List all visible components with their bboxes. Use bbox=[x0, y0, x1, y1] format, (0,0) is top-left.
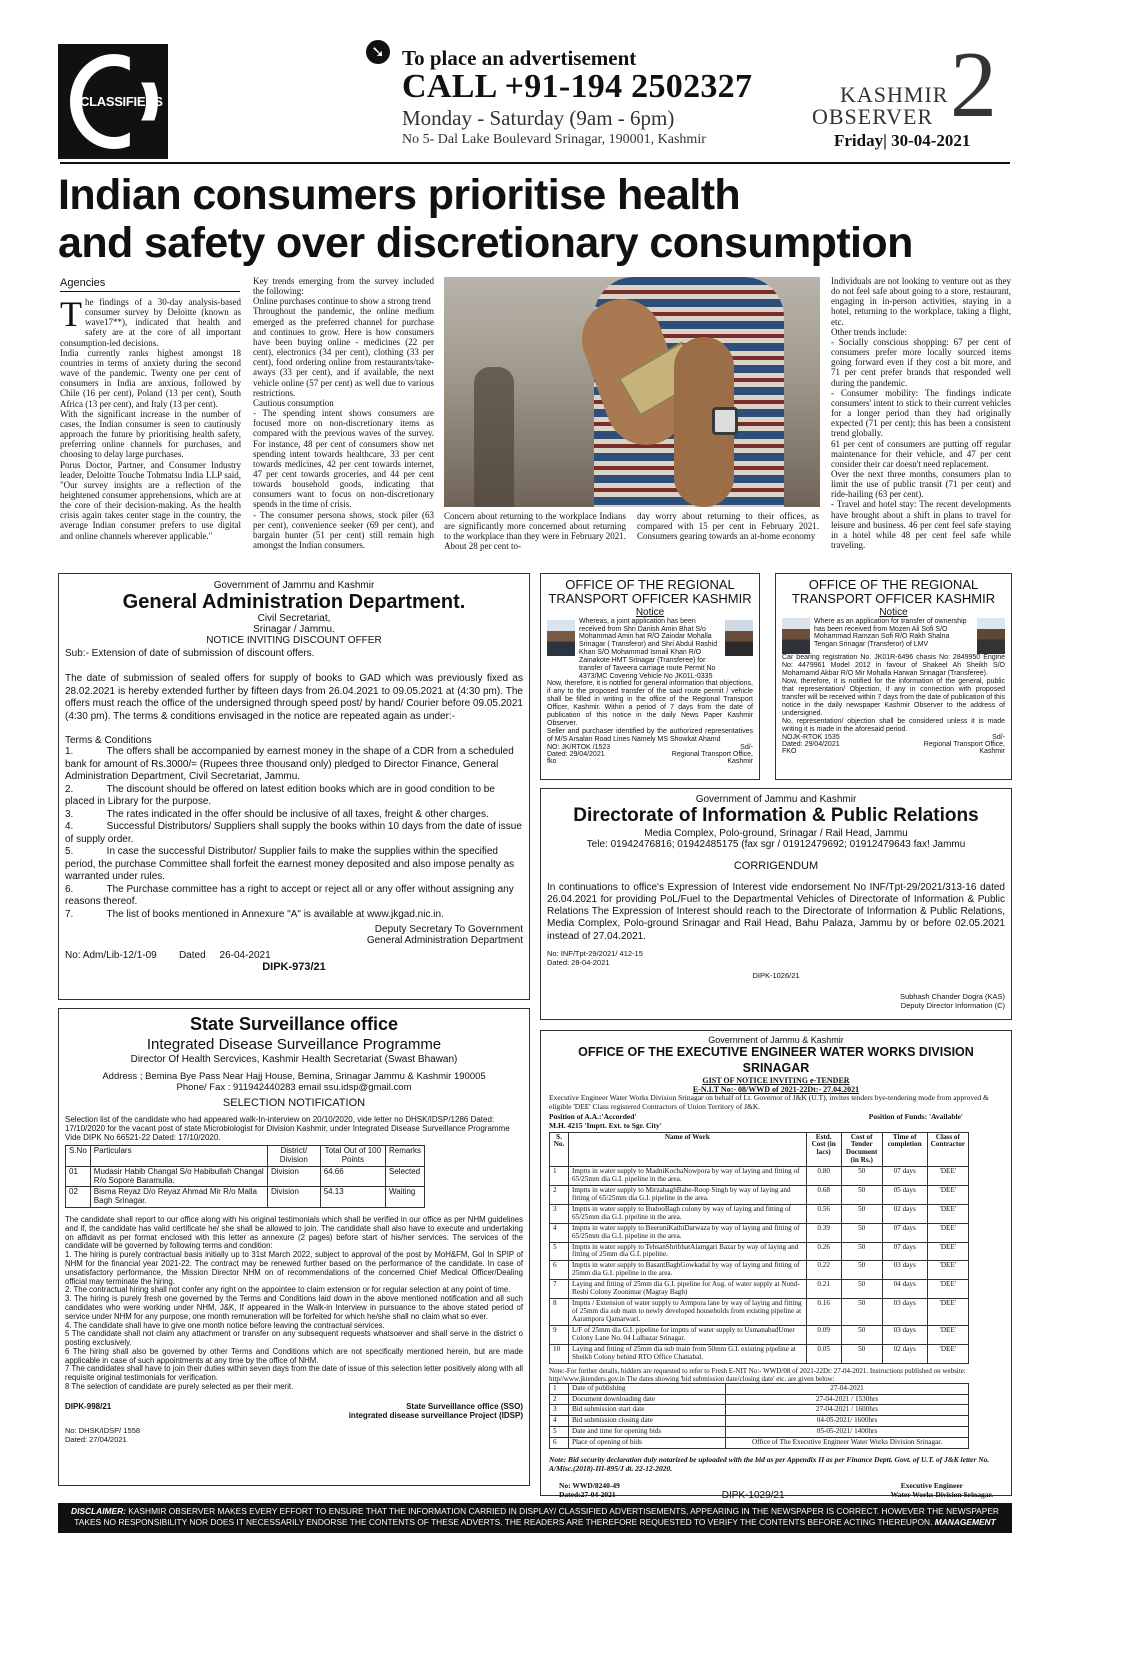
transferor-photo bbox=[547, 620, 575, 656]
table-cell: Laying and fitting of 25mm dia sub main from 50mm G.I. existing pipeline at Sheikh Colony behind RTO Office Chattabal. bbox=[569, 1344, 807, 1363]
table-cell: 0.21 bbox=[806, 1280, 841, 1299]
ww-gist: GIST OF NOTICE INVITING e-TENDER bbox=[702, 1076, 850, 1086]
dipr-gov: Government of Jammu and Kashmir bbox=[695, 794, 857, 805]
table-row bbox=[550, 1223, 969, 1242]
table-cell: 5 bbox=[550, 1242, 569, 1261]
table-row bbox=[550, 1242, 969, 1261]
table-cell: 04-05-2021/ 1600hrs bbox=[726, 1416, 969, 1427]
rto1-no: NO: JK/RTOK /1523 bbox=[547, 743, 611, 751]
dipr-notice bbox=[540, 788, 1012, 1020]
ww-funds-position: Position of Funds: 'Available' bbox=[868, 1111, 963, 1121]
sso-col-header: District/ Division bbox=[267, 1146, 320, 1167]
table-cell: 64.66 bbox=[320, 1166, 385, 1187]
table-cell: 'DEE' bbox=[927, 1344, 968, 1363]
rto2-sd: Sd/- bbox=[992, 734, 1005, 742]
rto1-notice-label: Notice bbox=[635, 606, 665, 618]
rto1-title-1: OFFICE OF THE REGIONAL bbox=[565, 577, 735, 592]
table-cell: 1 bbox=[550, 1383, 569, 1394]
rto1-intro: Whereas, a joint application has been received from Shri Danish Amin Bhat S/o Mohammad Amin hat R/O Zaindar Mohalla Srinagar ( Transferor) and Shri Abdul Rashid Khan S/O Mohammad Ismail Khan R/O Zainakote HMT Srinagar (Transferee) for transfer of Taveera carriage route Permit No 4373/MC Covering Vehicle No JK01L-0335 bbox=[579, 617, 718, 680]
transferor-photo bbox=[782, 618, 810, 654]
table-cell: 3 bbox=[550, 1405, 569, 1416]
table-cell: Imptts in water supply to BudooBagh colony by way of laying and fitting of 65/25mm dia G.I. pipeline in the area. bbox=[569, 1204, 807, 1223]
gad-gov: Government of Jammu and Kashmir bbox=[213, 580, 375, 591]
table-cell: L/F of 25mm dia G.I. pipeline for imptts of water supply to UsmanabadUmer Colony Lane No. 04 Lalbazar Srinagar. bbox=[569, 1325, 807, 1344]
gad-city: Srinagar / Jammu. bbox=[253, 624, 335, 635]
table-cell: Imptts in water supply to BeeruniKathiDarwaza by way of laying and fitting of 65/25mm dia G.I. pipeline in the area. bbox=[569, 1223, 807, 1242]
sso-body: The candidate shall report to our office along with his original testimonials which shall be verified in our office as per NHM guidelines and if, the candidate has valid certificate he/ she shall be allowed to join. The candidate shall also have to execute and undertaking on affidavit as per format enclosed with this letter as annexure (2 pages) before start of his/her services. The services of the candidate will be governed by following terms and condition: 1. The hiring is purely contractual basis initially up to 31st March 2022, subject to approval of the post by MoH&FM, GoI In SPIP of NHM for the financial year 2021-22. The contract may be renewed further based on the performance of the candidate. In case of unsatisfactory performance, the Mission Director NHM on of recommendations of the concerned Chief Medical Officer/Dealing official may terminate the hiring. 2. The contractual hiring shall not confer any right on the appointee to claim extension or for regular selection at any point of time. 3. The hiring is purely fresh one governed by the Terms and Conditions laid down in the above mentioned notification and all such candidates who were working under NHM, J&K, If appeared in the Walk-in Interview in pursuance to the above stated period of service under NHM for any purpose, one month remuneration will be forfeited for which he/she shall no claim what so ever. 4. The candidate shall have to give one month notice before leaving the contractual services. 5 The candidate shall not claim any attachment or transfer on any subsequent requests whatsoever and shall serve in the district o posting exclusively. 6 The hiring shall also be governed by other Terms and Conditions which are not specifically mentioned herein, but are made applicable in case of such appointments at any time by the office of NHM. 7 The candidates shall have to join their duties within seven days from the date of issue of this selection letter positively along with all requisite original testimonials for verification. 8 The selection of candidate are purely selected as per their merit. bbox=[65, 1214, 523, 1392]
table-row bbox=[550, 1416, 969, 1427]
article-column-2: Key trends emerging from the survey included the following: Online purchases continue to show a strong trend Throughout the pandemic, the online medium emerged as the preferred channel for purchase and continues to grow. Here is how consumers have been buying online - medicines (22 per cent), electronics (34 per cent), clothing (33 per cent), food ordering online from restaurants/take-aways (33 per cent), and if available, the next vehicle online (57 per cent) as well due to various restrictions. Cautious consumption - The spending intent shows consumers are focused more on non-discretionary items as compared with the previous waves of the survey. For instance, 48 per cent of consumers show net spending intent towards healthcare, 33 per cent towards medicines, 42 per cent towards internet, 47 per cent towards groceries, and 44 per cent towards household goods, indicating that consumers want to focus on non-discretionary spends in the time of crisis. - The consumer persona shows, stock piler (63 per cent), convenience seeker (69 per cent), and bargain hunter (51 per cent) still remain high amongst the Indian consumers. bbox=[253, 276, 434, 551]
sso-dipk: DIPK-998/21 bbox=[65, 1401, 112, 1411]
table-cell: 'DEE' bbox=[927, 1204, 968, 1223]
table-cell: 07 days bbox=[882, 1167, 927, 1186]
table-cell: Imptts in water supply to TehsanShribhatAlamgari Bazar by way of laying and fitting of 25mm dia G.I. pipeline. bbox=[569, 1242, 807, 1261]
dipr-ref-no: No: INF/Tpt-29/2021/ 412-15 bbox=[547, 948, 643, 958]
ww-dates-table bbox=[549, 1383, 969, 1450]
ww-dipk: DIPK-1029/21 bbox=[721, 1490, 785, 1502]
gad-term: 4. Successful Distributors/ Suppliers shall supply the books within 10 days from the date of issue of supply order. bbox=[65, 821, 525, 845]
headline-line-2: and safety over discretionary consumption bbox=[58, 219, 913, 267]
sso-subtitle: Integrated Disease Surveillance Programme bbox=[146, 1035, 442, 1053]
ww-signature-1: Executive Engineer bbox=[900, 1481, 963, 1491]
article-lead: he findings of a 30-day analysis-based consumer survey by Deloitte (known as wave17**), indicated that health and safety are at the core of all important consumption-led decisions. bbox=[60, 297, 241, 348]
rto1-signature: Regional Transport Office, bbox=[671, 750, 753, 758]
table-cell: 05 days bbox=[882, 1186, 927, 1205]
gad-term: 1. The offers shall be accompanied by earnest money in the shape of a CDR from a scheduled bank for amount of Rs.3000/= (Rupees three thousand only) pledged to Director Finance, General Administration Department, Civil Secretariat, Jammu. bbox=[65, 746, 517, 782]
table-cell: 07 days bbox=[882, 1223, 927, 1242]
ww-col-header: Class of Contractor bbox=[927, 1132, 968, 1167]
rto2-signature: Regional Transport Office, bbox=[923, 741, 1005, 749]
table-cell: 0.56 bbox=[806, 1204, 841, 1223]
rto2-title-2: TRANSPORT OFFICER KASHMIR bbox=[791, 591, 996, 607]
issue-date: Friday| 30-04-2021 bbox=[834, 131, 971, 150]
table-row bbox=[66, 1166, 425, 1187]
table-cell: 8 bbox=[550, 1299, 569, 1326]
table-row bbox=[550, 1394, 969, 1405]
table-row bbox=[550, 1325, 969, 1344]
ww-bid-note: Note: Bid security declaration duly notarized be uploaded with the bid as per Appendix II as per Finance Deptt. Govt. of U.T. of J&K letter No. A/Misc.(2018)-III-895/J dt. 22-12-2020. bbox=[549, 1455, 990, 1474]
gad-term: 3. The rates indicated in the offer should be inclusive of all taxes, freight & other charges. bbox=[65, 808, 489, 820]
table-cell: 3 bbox=[550, 1204, 569, 1223]
table-cell: 'DEE' bbox=[927, 1186, 968, 1205]
logo-text: CLASSIFIEDS bbox=[80, 94, 163, 109]
sso-dated: Dated: 27/04/2021 bbox=[65, 1434, 127, 1444]
table-cell: 9 bbox=[550, 1325, 569, 1344]
ww-works-table bbox=[549, 1132, 969, 1364]
table-cell: 'DEE' bbox=[927, 1261, 968, 1280]
table-cell: 10 bbox=[550, 1344, 569, 1363]
table-cell: 0.26 bbox=[806, 1242, 841, 1261]
article-photo bbox=[444, 277, 820, 507]
dipr-dated: Dated: 28-04-2021 bbox=[547, 957, 610, 967]
transferee-photo bbox=[977, 618, 1005, 654]
table-cell: Place of opening of bids bbox=[569, 1438, 726, 1449]
table-cell: 2 bbox=[550, 1394, 569, 1405]
article-column-3b: day worry about returning to their offices, as compared with 15 per cent in February 2021. Consumers gearing towards an at-home economy bbox=[637, 511, 819, 542]
gad-terms-heading: Terms & Conditions bbox=[65, 735, 152, 746]
table-cell: 02 bbox=[66, 1187, 91, 1208]
table-cell: 'DEE' bbox=[927, 1223, 968, 1242]
rto1-body: Now, therefore, it is notified for general information that objections, if any to the proposed transfer of the said route permit / vehicle shall be filled in writing in the office of the Regional Transport Officer, Kashmir. Within a period of 7 days from the date of publication of this notice in the daily News Paper Kashmir Observer. Seller and purchaser identified by the authorized representatives of M/S Arsalan Road Lines Namely MS Showkat Ahamd bbox=[547, 679, 753, 743]
table-row bbox=[550, 1280, 969, 1299]
rto2-intro: Where as an application for transfer of ownership has been received from Mozen Ali Sofi S/O Mohammad Ramzan Sofi R/O Rakh Shalna Tengan Srinagar (Transferor) of LMV bbox=[814, 617, 967, 649]
table-row bbox=[550, 1299, 969, 1326]
table-cell: 07 days bbox=[882, 1242, 927, 1261]
sso-signature-1: State Surveillance office (SSO) bbox=[406, 1401, 523, 1411]
transferee-photo bbox=[725, 620, 753, 656]
rto2-signature-2: Kashmir bbox=[979, 748, 1005, 756]
gad-term: 6. The Purchase committee has a right to accept or reject all or any offer without assigning any reasons thereof. bbox=[65, 883, 517, 907]
table-cell: 0.80 bbox=[806, 1167, 841, 1186]
table-cell: 01 bbox=[66, 1166, 91, 1187]
rto-notice-1 bbox=[540, 573, 760, 780]
table-cell: 6 bbox=[550, 1261, 569, 1280]
table-row bbox=[550, 1186, 969, 1205]
gad-secretariat: Civil Secretariat, bbox=[257, 613, 331, 624]
ww-enit: E-N.I.T No:- 08/WWD of 2021-22Dt:- 27.04.2021 bbox=[692, 1085, 860, 1095]
table-cell: Imptts in water supply to BasantBaghGowkadal by way of laying and fitting of 25mm dia G.I. pipeline in the area. bbox=[569, 1261, 807, 1280]
table-cell: 5 bbox=[550, 1427, 569, 1438]
rto2-title-1: OFFICE OF THE REGIONAL bbox=[808, 577, 979, 592]
gad-term: 7. The list of books mentioned in Annexure "A" is available at www.jkgad.nic.in. bbox=[65, 908, 444, 920]
table-cell: 0.22 bbox=[806, 1261, 841, 1280]
ww-col-header: S. No. bbox=[550, 1132, 569, 1167]
sso-address: Address ; Bemina Bye Pass Near Hajj House, Bemina, Srinagar Jammu & Kashmir 190005 bbox=[102, 1070, 486, 1082]
ww-dated: Dated:27-04-2021 bbox=[559, 1490, 616, 1500]
table-cell: 27-04-2021 bbox=[726, 1383, 969, 1394]
table-cell: 4 bbox=[550, 1223, 569, 1242]
gad-title: NOTICE INVITING DISCOUNT OFFER bbox=[206, 635, 382, 646]
sso-col-header: Particulars bbox=[90, 1146, 267, 1167]
sso-phone: Phone/ Fax : 911942440283 email ssu.idsp@gmail.com bbox=[176, 1081, 412, 1093]
ww-intro: Executive Engineer Water Works Division Srinagar on behalf of Lt. Governor of J&K (U.T), invites tenders bye-tendering mode from approved & eligible 'DEE' Class registered Contractors of Union Territory of J&K. bbox=[549, 1093, 989, 1111]
table-cell: Laying and fitting of 25mm dia G.I. pipeline for Aug. of water supply at Nund-Reshi Colony Zoonimar (Magray Bagh) bbox=[569, 1280, 807, 1299]
article-column-1 bbox=[60, 294, 241, 549]
dipr-body: In continuations to office's Expression of Interest vide endorsement No INF/Tpt-29/2021/313-16 dated 26.04.2021 for providing PoL/Fuel to the Departmental Vehicles of Directorate of Information & Public Relations The Expression of Interest should reach to the Directorate of Information & Public Relations, Media Complex, Polo-ground Srinagar and Rail Head, Bahu Palaza, Jammu by or before 02.05.2021 instead of 27.04.2021. bbox=[547, 881, 1005, 942]
rto2-no: NOJK-RTOK 1535 bbox=[782, 734, 840, 742]
table-cell: 'DEE' bbox=[927, 1299, 968, 1326]
water-works-notice bbox=[540, 1030, 1012, 1502]
table-cell: Division bbox=[267, 1166, 320, 1187]
sso-col-header: Remarks bbox=[385, 1146, 424, 1167]
ww-col-header: Time of completion bbox=[882, 1132, 927, 1167]
ww-aaa-position: Position of A.A.:'Accorded' bbox=[549, 1111, 637, 1121]
ww-mh: M.H. 4215 'Imptt. Ext. to Sgr. City' bbox=[549, 1120, 662, 1130]
table-cell: 2 bbox=[550, 1186, 569, 1205]
classifieds-logo bbox=[58, 44, 168, 159]
table-cell: 03 days bbox=[882, 1261, 927, 1280]
table-cell: Bisma Reyaz D/o Reyaz Ahmad Mir R/o Malla Bagh Srinagar. bbox=[90, 1187, 267, 1208]
article-column-4: Individuals are not looking to venture out as they do not feel safe about going to a store, restaurant, engaging in in-person activities, staying in a hotel, returning to the workplace, taking a flight, etc. Other trends include: - Socially conscious shopping: 67 per cent of consumers prefer more locally sourced items going forward even if they cost a bit more, and 71 per cent prefer brands that responded well during the pandemic. - Consumer mobility: The findings indicate consumers' intent to stick to their current vehicles for a longer period than they had originally expected (71 per cent); this has been a consistent trend globally. 61 per cent of consumers are putting off regular maintenance for their vehicle, and 47 per cent consider their car doesn't need replacement. Over the next three months, consumers plan to limit the use of public transit (71 per cent) and ride-hailing (63 per cent). - Travel and hotel stay: The recent developments have brought about a shift in plans to travel for leisure and business. 46 per cent feel safe staying in a hotel while 48 per cent feel safe while traveling. bbox=[831, 276, 1011, 551]
ww-note: Note:-For further details, bidders are requested to refer to Fresh E-NIT No:- WWD/08 of 2021-22Dt: 27-04-2021. Instructions published on website: http//www.jktenders.gov.in The dates showing 'bid submission date/closing date' etc. are given below: bbox=[549, 1366, 966, 1383]
table-cell: Document downloading date bbox=[569, 1394, 726, 1405]
table-row bbox=[550, 1427, 969, 1438]
rto1-signature-2: Kashmir bbox=[727, 757, 753, 765]
ww-col-header: Estd. Cost (in lacs) bbox=[806, 1132, 841, 1167]
table-cell: 0.16 bbox=[806, 1299, 841, 1326]
ww-title: OFFICE OF THE EXECUTIVE ENGINEER WATER WORKS DIVISION SRINAGAR bbox=[578, 1045, 974, 1075]
table-row bbox=[550, 1204, 969, 1223]
sso-title: State Surveillance office bbox=[189, 1014, 399, 1034]
table-cell: 05-05-2021/ 1400hrs bbox=[726, 1427, 969, 1438]
table-row bbox=[550, 1438, 969, 1449]
table-cell: Division bbox=[267, 1187, 320, 1208]
sso-heading: SELECTION NOTIFICATION bbox=[222, 1096, 366, 1109]
table-cell: Bid submission closing date bbox=[569, 1416, 726, 1427]
table-cell: 0.05 bbox=[806, 1344, 841, 1363]
gad-term: 5. In case the successful Distributor/ Supplier fails to make the supplies within the specified period, the purchase Committee shall forfeit the earnest money deposited and also impose penalty as warranted under rules. bbox=[65, 846, 517, 882]
rto1-dated: Dated: 29/04/2021 bbox=[547, 750, 605, 758]
dipr-heading: CORRIGENDUM bbox=[733, 859, 819, 872]
rto2-notice-label: Notice bbox=[879, 606, 908, 618]
rto1-sd: Sd/- bbox=[740, 743, 753, 751]
arrow-icon: ➘ bbox=[366, 40, 390, 64]
ww-gov: Government of Jammu & Kashmir bbox=[708, 1035, 844, 1045]
sso-signature-2: integrated disease surveillance Project (IDSP) bbox=[348, 1410, 523, 1420]
table-cell: Imptts in water supply to MadniKochaNowpora by way of laying and fitting of 65/25mm dia G.I. pipeline in the area. bbox=[569, 1167, 807, 1186]
ad-phone[interactable]: CALL +91-194 2502327 bbox=[402, 68, 753, 105]
table-cell: Bid submission start date bbox=[569, 1405, 726, 1416]
dipr-signature-1: Subhash Chander Dogra (KAS) bbox=[899, 991, 1005, 1001]
gad-body: The date of submission of sealed offers for supply of books to GAD which was previously fixed as 28.02.2021 is hereby extended further by fifteen days from 26.04.2021 to 09.05.2021 at (4:30 pm). The offers must reach the office of the undersigned through speed post/ by hand/ Courier before 09.05.2021 (4:30 pm). The terms & conditions envisaged in the notice are repeated again as under:- bbox=[65, 673, 523, 722]
ad-tagline: To place an advertisement bbox=[402, 46, 637, 70]
table-cell: 54.13 bbox=[320, 1187, 385, 1208]
byline: Agencies bbox=[60, 277, 106, 289]
table-cell: Imptts / Extension of water supply to Armpora lane by way of laying and fitting of 25mm dia sub main to newly developed households from existing pipeline at Aarampora Qamarwari. bbox=[569, 1299, 807, 1326]
table-cell: 50 bbox=[841, 1325, 882, 1344]
ww-ref-no: No: WWD/8240-49 bbox=[559, 1481, 620, 1491]
sso-col-header: S.No bbox=[66, 1146, 91, 1167]
table-cell: 50 bbox=[841, 1299, 882, 1326]
disclaimer-management: MANAGEMENT bbox=[932, 1516, 996, 1527]
sso-intro: Selection list of the candidate who had appeared walk-In-interview on 20/10/2020, vide letter no DHSK/IDSP/1286 Dated: 17/10/2020 for the vacant post of state Microbiologist for Division Kashmir, under Integrated Disease Surveillance Programme Vide DIPK No 66521-22 Dated: 17/10/2020. bbox=[65, 1114, 510, 1142]
headline-line-1: Indian consumers prioritise health bbox=[58, 171, 741, 219]
table-cell: 7 bbox=[550, 1280, 569, 1299]
table-row bbox=[550, 1405, 969, 1416]
table-cell: 50 bbox=[841, 1242, 882, 1261]
rto2-fko: FKO bbox=[782, 748, 797, 756]
sso-director: Director Of Health Sercvices, Kashmir Health Secretariat (Swast Bhawan) bbox=[130, 1053, 458, 1065]
table-cell: 50 bbox=[841, 1167, 882, 1186]
sso-selection-table bbox=[65, 1145, 425, 1208]
disclaimer-text: KASHMIR OBSERVER MAKES EVERY EFFORT TO ENSURE THAT THE INFORMATION CARRIED IN DISPLAY/ CLASSIFIED ADVERTISEMENTS, APPEARING IN THE NEWSPAPER IS CORRECT. HOWEVER THE NEWSPAPER TAKES NO RESPONSIBILITY NOR DOES IT NECESSARILY ENDORSE THE CONTENTS OF THESE ADVERTS. THE READERS ARE THEREFORE REQUESTED TO VERIFY THE CONTENTS BEFORE ACTING THEREUPON. bbox=[74, 1506, 999, 1527]
table-cell: 'DEE' bbox=[927, 1242, 968, 1261]
table-cell: 4 bbox=[550, 1416, 569, 1427]
table-cell: 50 bbox=[841, 1280, 882, 1299]
table-row bbox=[550, 1383, 969, 1394]
table-cell: 50 bbox=[841, 1261, 882, 1280]
table-cell: 0.39 bbox=[806, 1223, 841, 1242]
table-cell: Office of The Executive Engineer Water Works Division Srinagar. bbox=[726, 1438, 969, 1449]
gad-dipk: DIPK-973/21 bbox=[262, 961, 326, 973]
table-cell: 50 bbox=[841, 1344, 882, 1363]
table-cell: Date and time for opening bids bbox=[569, 1427, 726, 1438]
table-cell: 02 days bbox=[882, 1344, 927, 1363]
table-cell: 27-04-2021 / 1600hrs bbox=[726, 1405, 969, 1416]
ww-signature-2: Water Works Division Srinagar. bbox=[890, 1490, 993, 1500]
ad-address: No 5- Dal Lake Boulevard Srinagar, 190001, Kashmir bbox=[402, 132, 706, 147]
dipr-address: Media Complex, Polo-ground, Srinagar / Rail Head, Jammu bbox=[644, 827, 908, 839]
gad-ref-no: No: Adm/Lib-12/1-09 Dated 26-04-2021 bbox=[65, 950, 271, 961]
gad-signature-1: Deputy Secretary To Government bbox=[374, 924, 523, 935]
table-cell: Waiting bbox=[385, 1187, 424, 1208]
paper-name-top: KASHMIR bbox=[840, 82, 949, 107]
rto1-title-2: TRANSPORT OFFICER KASHMIR bbox=[548, 591, 752, 607]
header-rule bbox=[60, 162, 1010, 164]
gad-notice bbox=[58, 573, 530, 1000]
article-col1-text: India currently ranks highest amongst 18 countries in terms of anxiety during the second wave of the pandemic. Twenty one per cent of consumers in India are anxious, followed by Chile (16 per cent), Poland (13 per cent), South Africa (13 per cent), and Italy (13 per cent). With the significant increase in the number of cases, the Indian consumer is seen to cautiously approach the future by prioritising health safety, preferring online channels for purchases, and choosing to delay large purchases. Porus Doctor, Partner, and Consumer Industry leader, Deloitte Touche Tohmatsu India LLP said, "Our survey insights are a reflection of the heightened consumer apprehensions, which are at the core of their decision-making. As the health crisis again takes center stage in the country, the average Indian consumer prefers to use digital and online channels wherever applicable." bbox=[60, 347, 241, 541]
table-row bbox=[550, 1167, 969, 1186]
table-cell: Imptts in water supply to MirzabaghBahe-Roop Singh by way of laying and fitting of 65/25mm dia G.I. pipeline in the area. bbox=[569, 1186, 807, 1205]
disclaimer-lead: DISCLAIMER: bbox=[71, 1506, 126, 1516]
table-cell: 04 days bbox=[882, 1280, 927, 1299]
page-number: 2 bbox=[950, 33, 997, 137]
table-row bbox=[550, 1261, 969, 1280]
table-cell: 0.09 bbox=[806, 1325, 841, 1344]
paper-name-bottom: OBSERVER bbox=[812, 104, 934, 129]
table-cell: Mudasir Habib Changal S/o Habibullah Changal R/o Sopore Baramulla. bbox=[90, 1166, 267, 1187]
table-cell: 'DEE' bbox=[927, 1325, 968, 1344]
byline-rule bbox=[60, 291, 240, 292]
table-cell: Selected bbox=[385, 1166, 424, 1187]
drop-cap: T bbox=[60, 294, 82, 334]
sso-notice bbox=[58, 1008, 530, 1486]
ww-col-header: Name of Work bbox=[569, 1132, 807, 1167]
gad-signature-2: General Administration Department bbox=[366, 935, 523, 946]
gad-subject: Sub:- Extension of date of submission of discount offers. bbox=[65, 648, 315, 659]
dipr-signature-2: Deputy Director Information (C) bbox=[900, 1000, 1005, 1010]
sso-ref-no: No: DHSK/IDSP/ 1558 bbox=[65, 1425, 141, 1435]
table-cell: 6 bbox=[550, 1438, 569, 1449]
rto-notice-2 bbox=[775, 573, 1012, 780]
ww-col-header: Cost of Tender Document (in Rs.) bbox=[841, 1132, 882, 1167]
table-cell: 27-04-2021 / 1530hrs bbox=[726, 1394, 969, 1405]
table-cell: 50 bbox=[841, 1204, 882, 1223]
table-cell: 1 bbox=[550, 1167, 569, 1186]
table-row bbox=[550, 1344, 969, 1363]
disclaimer-bar bbox=[58, 1503, 1012, 1533]
rto2-dated: Dated: 29/04/2021 bbox=[782, 741, 840, 749]
rto1-fko: fko bbox=[547, 757, 557, 765]
table-cell: 50 bbox=[841, 1223, 882, 1242]
table-cell: Date of publishing bbox=[569, 1383, 726, 1394]
table-cell: 02 days bbox=[882, 1204, 927, 1223]
rto2-body: Car bearing registration No. JK01R-6496 chasis No: 2849950 Engine No: 4479961 Model 2012 in favour of Shakeel Ah Sheikh S/O Mohamamd Akbar R/O Mir Mohalla Harwan Srinagar (Transferee). Now, therefore, it is notified for the information of the general, public that representation/ Objection, if any in connection with proposed transfer will be received within 7 days from the date of publication of this notice in the daily newspaper Kashmir Observer to the address of undersigned. No, representation/ objection shall be considered unless it is made writing it is made in the aforesaid period. bbox=[782, 653, 1005, 734]
sso-col-header: Total Out of 100 Points bbox=[320, 1146, 385, 1167]
table-row bbox=[66, 1187, 425, 1208]
dipr-title: Directorate of Information & Public Relations bbox=[573, 805, 979, 826]
gad-term: 2. The discount should be offered on latest edition books which are in good condition to be placed in Library for the purpose. bbox=[65, 783, 498, 807]
article-column-3a: Concern about returning to the workplace Indians are significantly more concerned about returning to the workplace than they were in February 2021. About 28 per cent to- bbox=[444, 511, 626, 552]
table-cell: 50 bbox=[841, 1186, 882, 1205]
gad-dept: General Administration Department. bbox=[122, 591, 466, 613]
table-cell: 'DEE' bbox=[927, 1280, 968, 1299]
dipr-dipk: DIPK-1026/21 bbox=[752, 970, 800, 980]
ad-hours: Monday - Saturday (9am - 6pm) bbox=[402, 106, 675, 130]
table-cell: 0.68 bbox=[806, 1186, 841, 1205]
table-cell: 'DEE' bbox=[927, 1167, 968, 1186]
table-cell: 03 days bbox=[882, 1325, 927, 1344]
table-cell: 03 days bbox=[882, 1299, 927, 1326]
dipr-telephone: Tele: 01942476816; 01942485175 (fax sgr / 01912479692; 01912479643 fax! Jammu bbox=[586, 838, 966, 850]
